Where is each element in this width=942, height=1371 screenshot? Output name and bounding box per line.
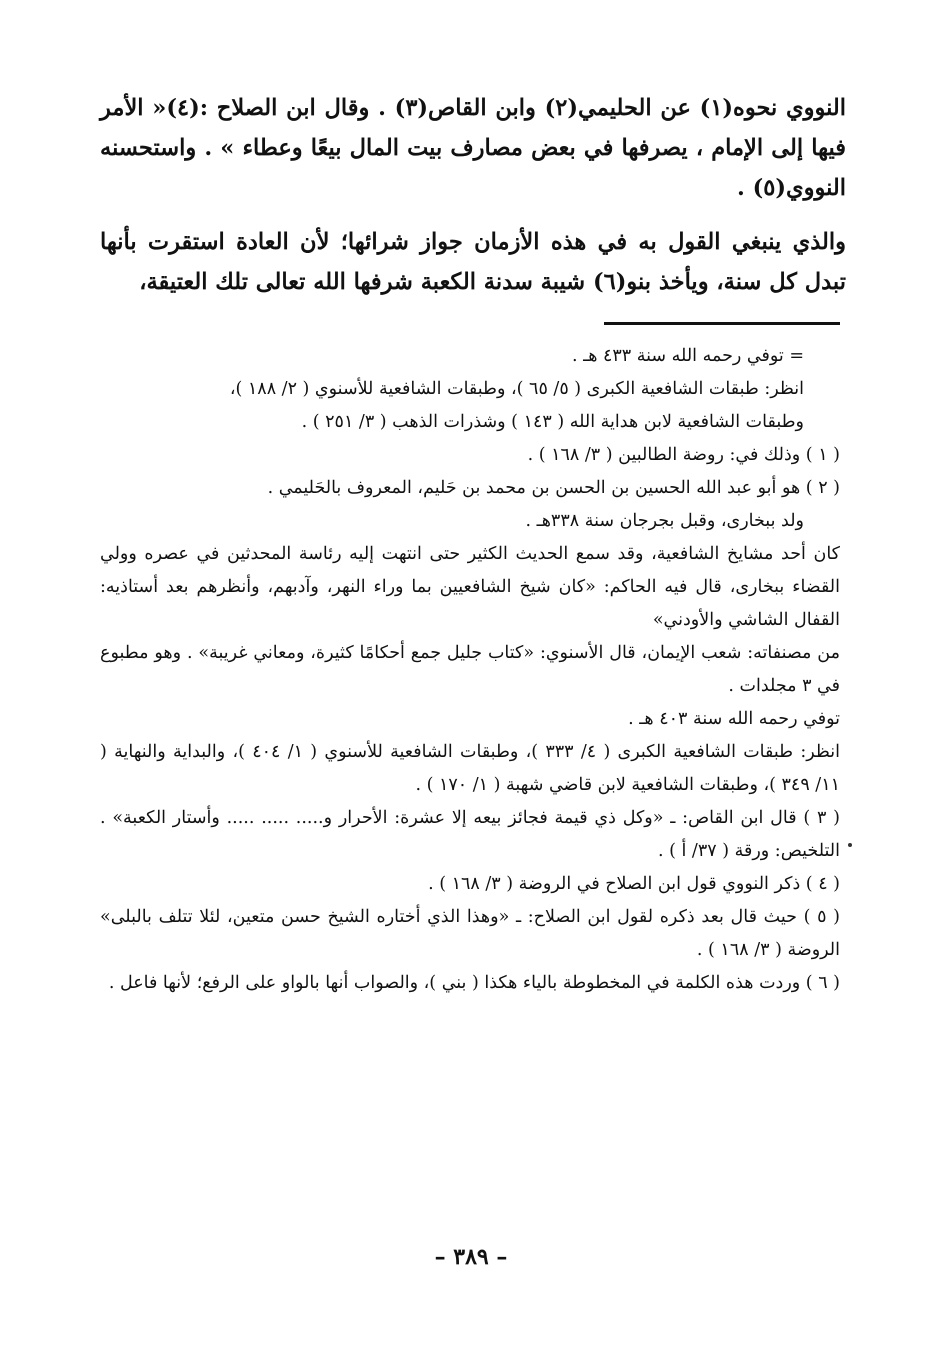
- footnotes: [100, 340, 840, 1000]
- footnote-continuation-sources-2: وطبقات الشافعية لابن هداية الله ( ١٤٣ ) وشذرات الذهب ( ٣/ ٢٥١ ) .: [301, 412, 804, 432]
- main-paragraph-2: والذي ينبغي القول به في هذه الأزمان جواز شرائها؛ لأن العادة استقرت بأنها تبدل كل سنة، ويأخذ بنو(٦) شيبة سدنة الكعبة شرفها الله تعالى تلك العتيقة،: [100, 229, 846, 295]
- footnote-2-bio: كان أحد مشايخ الشافعية، وقد سمع الحديث الكثير حتى انتهت إليه رئاسة المحدثين في عصره وولي القضاء ببخارى، قال فيه الحاكم: «كان شيخ الشافعيين بما وراء النهر، وآدبهم، وأنظرهم بعد أستاذيه: القفال الشاشي والأودني»: [100, 544, 840, 630]
- footnote-2-death: توفي رحمه الله سنة ٤٠٣ هـ .: [628, 709, 840, 729]
- footnote-3: ( ٣ ) قال ابن القاص: ـ «وكل ذي قيمة فجائز بيعه إلا عشرة: الأحرار و..... ..... ..... وأستار الكعبة» . التلخيص: ورقة ( ٣٧/ أ ) .: [100, 808, 840, 861]
- footnote-5: ( ٥ ) حيث قال بعد ذكره لقول ابن الصلاح: ـ «وهذا الذي أختاره الشيخ حسن متعين، لئلا تتلف بالبلى» الروضة ( ٣/ ١٦٨ ) .: [100, 907, 840, 960]
- footnote-2-works: من مصنفاته: شعب الإيمان، قال الأسنوي: «كتاب جليل جمع أحكامًا كثيرة، ومعاني غريبة» . وهو مطبوع في ٣ مجلدات .: [100, 643, 840, 696]
- footnote-6: ( ٦ ) وردت هذه الكلمة في المخطوطة بالياء هكذا ( بني )، والصواب أنها بالواو على الرفع؛ لأنها فاعل .: [108, 973, 840, 993]
- scan-speck: [848, 843, 852, 847]
- footnote-4: ( ٤ ) ذكر النووي قول ابن الصلاح في الروضة ( ٣/ ١٦٨ ) .: [428, 874, 840, 894]
- footnote-2-sources: انظر: طبقات الشافعية الكبرى ( ٤/ ٣٣٣ )، وطبقات الشافعية للأسنوي ( ١/ ٤٠٤ )، والبداية والنهاية ( ١١/ ٣٤٩ )، وطبقات الشافعية لابن قاضي شهبة ( ١/ ١٧٠ ) .: [100, 742, 840, 795]
- main-text: [100, 88, 846, 302]
- footnote-separator: [604, 322, 840, 325]
- footnote-continuation-sources-1: انظر: طبقات الشافعية الكبرى ( ٥/ ٦٥ )، وطبقات الشافعية للأسنوي ( ٢/ ١٨٨ )،: [229, 379, 804, 399]
- footnote-2-title: ( ٢ ) هو أبو عبد الله الحسين بن الحسن بن محمد بن حَليم، المعروف بالحَليمي .: [267, 478, 840, 498]
- footnote-2-birth: ولد ببخارى، وقبل بجرجان سنة ٣٣٨هـ .: [525, 511, 804, 531]
- footnote-continuation-death: = توفي رحمه الله سنة ٤٣٣ هـ .: [571, 346, 804, 366]
- page-number: – ٣٨٩ –: [434, 1244, 508, 1270]
- footnote-1: ( ١ ) وذلك في: روضة الطالبين ( ٣/ ١٦٨ ) .: [527, 445, 840, 465]
- main-paragraph-1: النووي نحوه(١) عن الحليمي(٢) وابن القاص(٣) . وقال ابن الصلاح :(٤)« الأمر فيها إلى الإمام ، يصرفها في بعض مصارف بيت المال بيعًا وعطاء » . واستحسنه النووي(٥) .: [100, 95, 846, 201]
